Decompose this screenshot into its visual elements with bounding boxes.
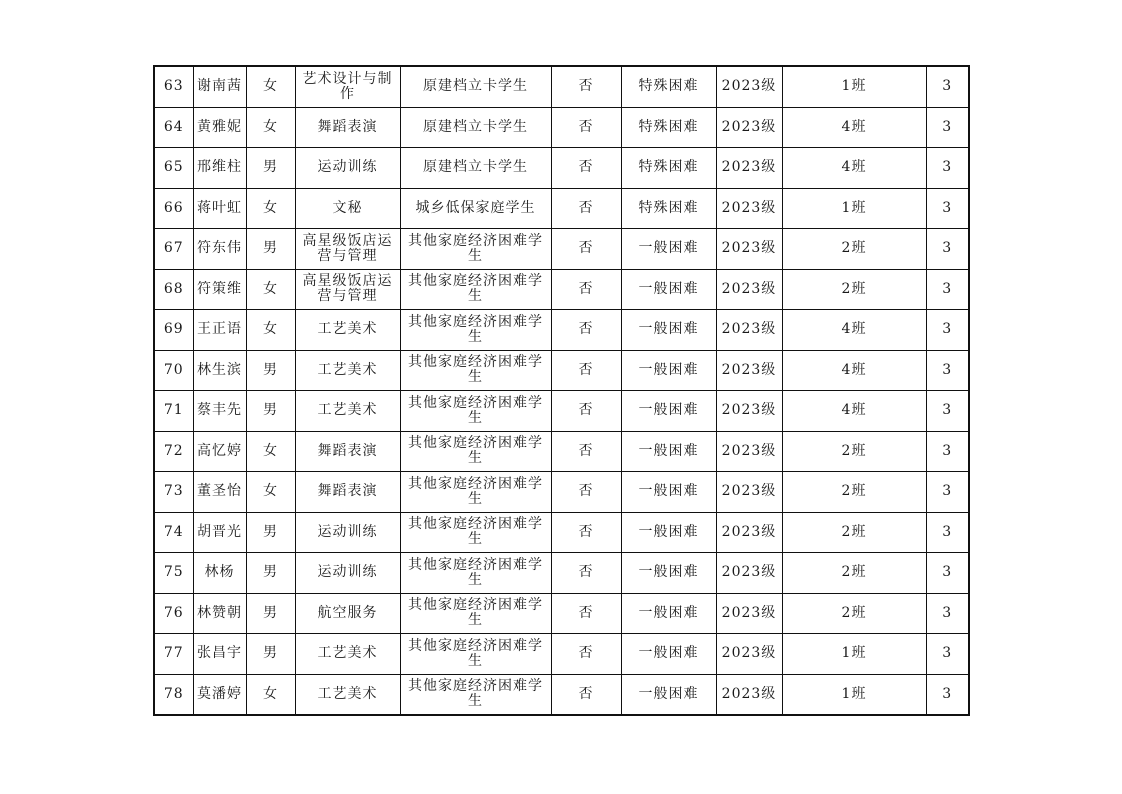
cell-grade: 2023级	[716, 350, 782, 391]
table-row	[154, 66, 969, 107]
cell-grade: 2023级	[716, 66, 782, 107]
cell-count: 3	[926, 107, 969, 148]
cell-difficulty-level: 一般困难	[621, 229, 716, 270]
cell-count: 3	[926, 269, 969, 310]
cell-count: 3	[926, 391, 969, 432]
cell-gender: 女	[246, 66, 295, 107]
cell-flag: 否	[551, 472, 621, 513]
cell-category: 原建档立卡学生	[400, 107, 551, 148]
cell-name: 胡晋光	[193, 512, 246, 553]
cell-grade: 2023级	[716, 593, 782, 634]
table-row	[154, 310, 969, 351]
cell-major: 运动训练	[295, 553, 400, 594]
table-row	[154, 634, 969, 675]
cell-class: 4班	[782, 310, 926, 351]
cell-major: 舞蹈表演	[295, 431, 400, 472]
cell-major: 运动训练	[295, 512, 400, 553]
cell-name: 符策维	[193, 269, 246, 310]
cell-name: 董圣怡	[193, 472, 246, 513]
table-body	[154, 66, 969, 715]
cell-count: 3	[926, 431, 969, 472]
cell-grade: 2023级	[716, 310, 782, 351]
cell-major: 工艺美术	[295, 350, 400, 391]
cell-flag: 否	[551, 350, 621, 391]
cell-category: 原建档立卡学生	[400, 148, 551, 189]
cell-count: 3	[926, 512, 969, 553]
cell-name: 张昌宇	[193, 634, 246, 675]
cell-major: 工艺美术	[295, 310, 400, 351]
cell-flag: 否	[551, 310, 621, 351]
cell-number: 75	[154, 553, 193, 594]
cell-name: 林生滨	[193, 350, 246, 391]
cell-number: 68	[154, 269, 193, 310]
cell-category: 其他家庭经济困难学生	[400, 593, 551, 634]
cell-difficulty-level: 特殊困难	[621, 148, 716, 189]
cell-gender: 女	[246, 269, 295, 310]
table-row	[154, 512, 969, 553]
cell-difficulty-level: 一般困难	[621, 269, 716, 310]
cell-number: 73	[154, 472, 193, 513]
cell-number: 76	[154, 593, 193, 634]
cell-category: 其他家庭经济困难学生	[400, 431, 551, 472]
cell-number: 63	[154, 66, 193, 107]
student-aid-table	[153, 65, 970, 716]
cell-major: 航空服务	[295, 593, 400, 634]
cell-gender: 女	[246, 188, 295, 229]
cell-difficulty-level: 一般困难	[621, 674, 716, 715]
cell-class: 2班	[782, 269, 926, 310]
cell-flag: 否	[551, 229, 621, 270]
cell-major: 高星级饭店运营与管理	[295, 229, 400, 270]
cell-major: 工艺美术	[295, 634, 400, 675]
cell-number: 66	[154, 188, 193, 229]
cell-flag: 否	[551, 188, 621, 229]
cell-name: 黄雅妮	[193, 107, 246, 148]
cell-class: 4班	[782, 350, 926, 391]
cell-name: 邢维柱	[193, 148, 246, 189]
cell-flag: 否	[551, 107, 621, 148]
cell-difficulty-level: 一般困难	[621, 634, 716, 675]
cell-grade: 2023级	[716, 634, 782, 675]
cell-class: 1班	[782, 674, 926, 715]
cell-gender: 男	[246, 512, 295, 553]
cell-name: 林赞朝	[193, 593, 246, 634]
cell-count: 3	[926, 310, 969, 351]
cell-category: 其他家庭经济困难学生	[400, 674, 551, 715]
cell-number: 65	[154, 148, 193, 189]
cell-count: 3	[926, 148, 969, 189]
cell-category: 其他家庭经济困难学生	[400, 310, 551, 351]
cell-grade: 2023级	[716, 391, 782, 432]
table-row	[154, 148, 969, 189]
cell-grade: 2023级	[716, 229, 782, 270]
table-row	[154, 472, 969, 513]
cell-name: 蔡丰先	[193, 391, 246, 432]
cell-number: 70	[154, 350, 193, 391]
cell-class: 2班	[782, 512, 926, 553]
cell-difficulty-level: 特殊困难	[621, 66, 716, 107]
cell-gender: 男	[246, 593, 295, 634]
cell-gender: 男	[246, 391, 295, 432]
table-row	[154, 107, 969, 148]
cell-count: 3	[926, 674, 969, 715]
cell-grade: 2023级	[716, 431, 782, 472]
cell-number: 77	[154, 634, 193, 675]
table-row	[154, 553, 969, 594]
cell-difficulty-level: 特殊困难	[621, 188, 716, 229]
cell-class: 4班	[782, 391, 926, 432]
cell-class: 1班	[782, 66, 926, 107]
cell-name: 王正语	[193, 310, 246, 351]
cell-category: 其他家庭经济困难学生	[400, 391, 551, 432]
cell-gender: 男	[246, 229, 295, 270]
cell-count: 3	[926, 593, 969, 634]
cell-number: 64	[154, 107, 193, 148]
cell-category: 其他家庭经济困难学生	[400, 350, 551, 391]
cell-category: 其他家庭经济困难学生	[400, 269, 551, 310]
cell-class: 1班	[782, 634, 926, 675]
table-row	[154, 391, 969, 432]
cell-flag: 否	[551, 391, 621, 432]
cell-difficulty-level: 一般困难	[621, 310, 716, 351]
cell-difficulty-level: 一般困难	[621, 391, 716, 432]
cell-flag: 否	[551, 674, 621, 715]
cell-flag: 否	[551, 593, 621, 634]
cell-category: 其他家庭经济困难学生	[400, 512, 551, 553]
cell-gender: 女	[246, 674, 295, 715]
cell-number: 69	[154, 310, 193, 351]
cell-flag: 否	[551, 431, 621, 472]
cell-grade: 2023级	[716, 269, 782, 310]
cell-name: 高忆婷	[193, 431, 246, 472]
table-row	[154, 269, 969, 310]
cell-number: 78	[154, 674, 193, 715]
cell-flag: 否	[551, 553, 621, 594]
cell-gender: 男	[246, 634, 295, 675]
table-row	[154, 593, 969, 634]
cell-grade: 2023级	[716, 512, 782, 553]
cell-grade: 2023级	[716, 148, 782, 189]
cell-count: 3	[926, 188, 969, 229]
table-row	[154, 350, 969, 391]
cell-major: 高星级饭店运营与管理	[295, 269, 400, 310]
cell-number: 74	[154, 512, 193, 553]
cell-gender: 女	[246, 472, 295, 513]
cell-major: 舞蹈表演	[295, 107, 400, 148]
cell-major: 运动训练	[295, 148, 400, 189]
cell-count: 3	[926, 350, 969, 391]
cell-category: 其他家庭经济困难学生	[400, 553, 551, 594]
table-row	[154, 431, 969, 472]
cell-class: 4班	[782, 148, 926, 189]
cell-number: 71	[154, 391, 193, 432]
cell-flag: 否	[551, 634, 621, 675]
cell-gender: 女	[246, 431, 295, 472]
cell-gender: 女	[246, 107, 295, 148]
cell-gender: 男	[246, 553, 295, 594]
cell-major: 艺术设计与制作	[295, 66, 400, 107]
cell-gender: 男	[246, 350, 295, 391]
cell-flag: 否	[551, 66, 621, 107]
cell-class: 2班	[782, 431, 926, 472]
cell-difficulty-level: 一般困难	[621, 431, 716, 472]
cell-count: 3	[926, 472, 969, 513]
table-row	[154, 229, 969, 270]
cell-flag: 否	[551, 512, 621, 553]
table-row	[154, 188, 969, 229]
cell-category: 其他家庭经济困难学生	[400, 634, 551, 675]
cell-difficulty-level: 一般困难	[621, 593, 716, 634]
cell-difficulty-level: 一般困难	[621, 512, 716, 553]
cell-major: 工艺美术	[295, 674, 400, 715]
cell-class: 4班	[782, 107, 926, 148]
cell-class: 1班	[782, 188, 926, 229]
cell-class: 2班	[782, 593, 926, 634]
cell-name: 蒋叶虹	[193, 188, 246, 229]
cell-name: 谢南茜	[193, 66, 246, 107]
cell-class: 2班	[782, 229, 926, 270]
cell-gender: 女	[246, 310, 295, 351]
cell-number: 72	[154, 431, 193, 472]
cell-class: 2班	[782, 472, 926, 513]
cell-category: 原建档立卡学生	[400, 66, 551, 107]
cell-flag: 否	[551, 148, 621, 189]
cell-grade: 2023级	[716, 553, 782, 594]
cell-difficulty-level: 一般困难	[621, 472, 716, 513]
cell-grade: 2023级	[716, 188, 782, 229]
cell-major: 舞蹈表演	[295, 472, 400, 513]
cell-difficulty-level: 特殊困难	[621, 107, 716, 148]
cell-difficulty-level: 一般困难	[621, 553, 716, 594]
cell-grade: 2023级	[716, 674, 782, 715]
cell-major: 文秘	[295, 188, 400, 229]
cell-count: 3	[926, 634, 969, 675]
cell-category: 城乡低保家庭学生	[400, 188, 551, 229]
cell-difficulty-level: 一般困难	[621, 350, 716, 391]
cell-name: 林杨	[193, 553, 246, 594]
cell-name: 符东伟	[193, 229, 246, 270]
cell-class: 2班	[782, 553, 926, 594]
cell-grade: 2023级	[716, 472, 782, 513]
cell-count: 3	[926, 553, 969, 594]
cell-category: 其他家庭经济困难学生	[400, 229, 551, 270]
table-row	[154, 674, 969, 715]
cell-flag: 否	[551, 269, 621, 310]
cell-major: 工艺美术	[295, 391, 400, 432]
cell-name: 莫潘婷	[193, 674, 246, 715]
cell-gender: 男	[246, 148, 295, 189]
cell-grade: 2023级	[716, 107, 782, 148]
cell-number: 67	[154, 229, 193, 270]
cell-count: 3	[926, 66, 969, 107]
cell-category: 其他家庭经济困难学生	[400, 472, 551, 513]
cell-count: 3	[926, 229, 969, 270]
